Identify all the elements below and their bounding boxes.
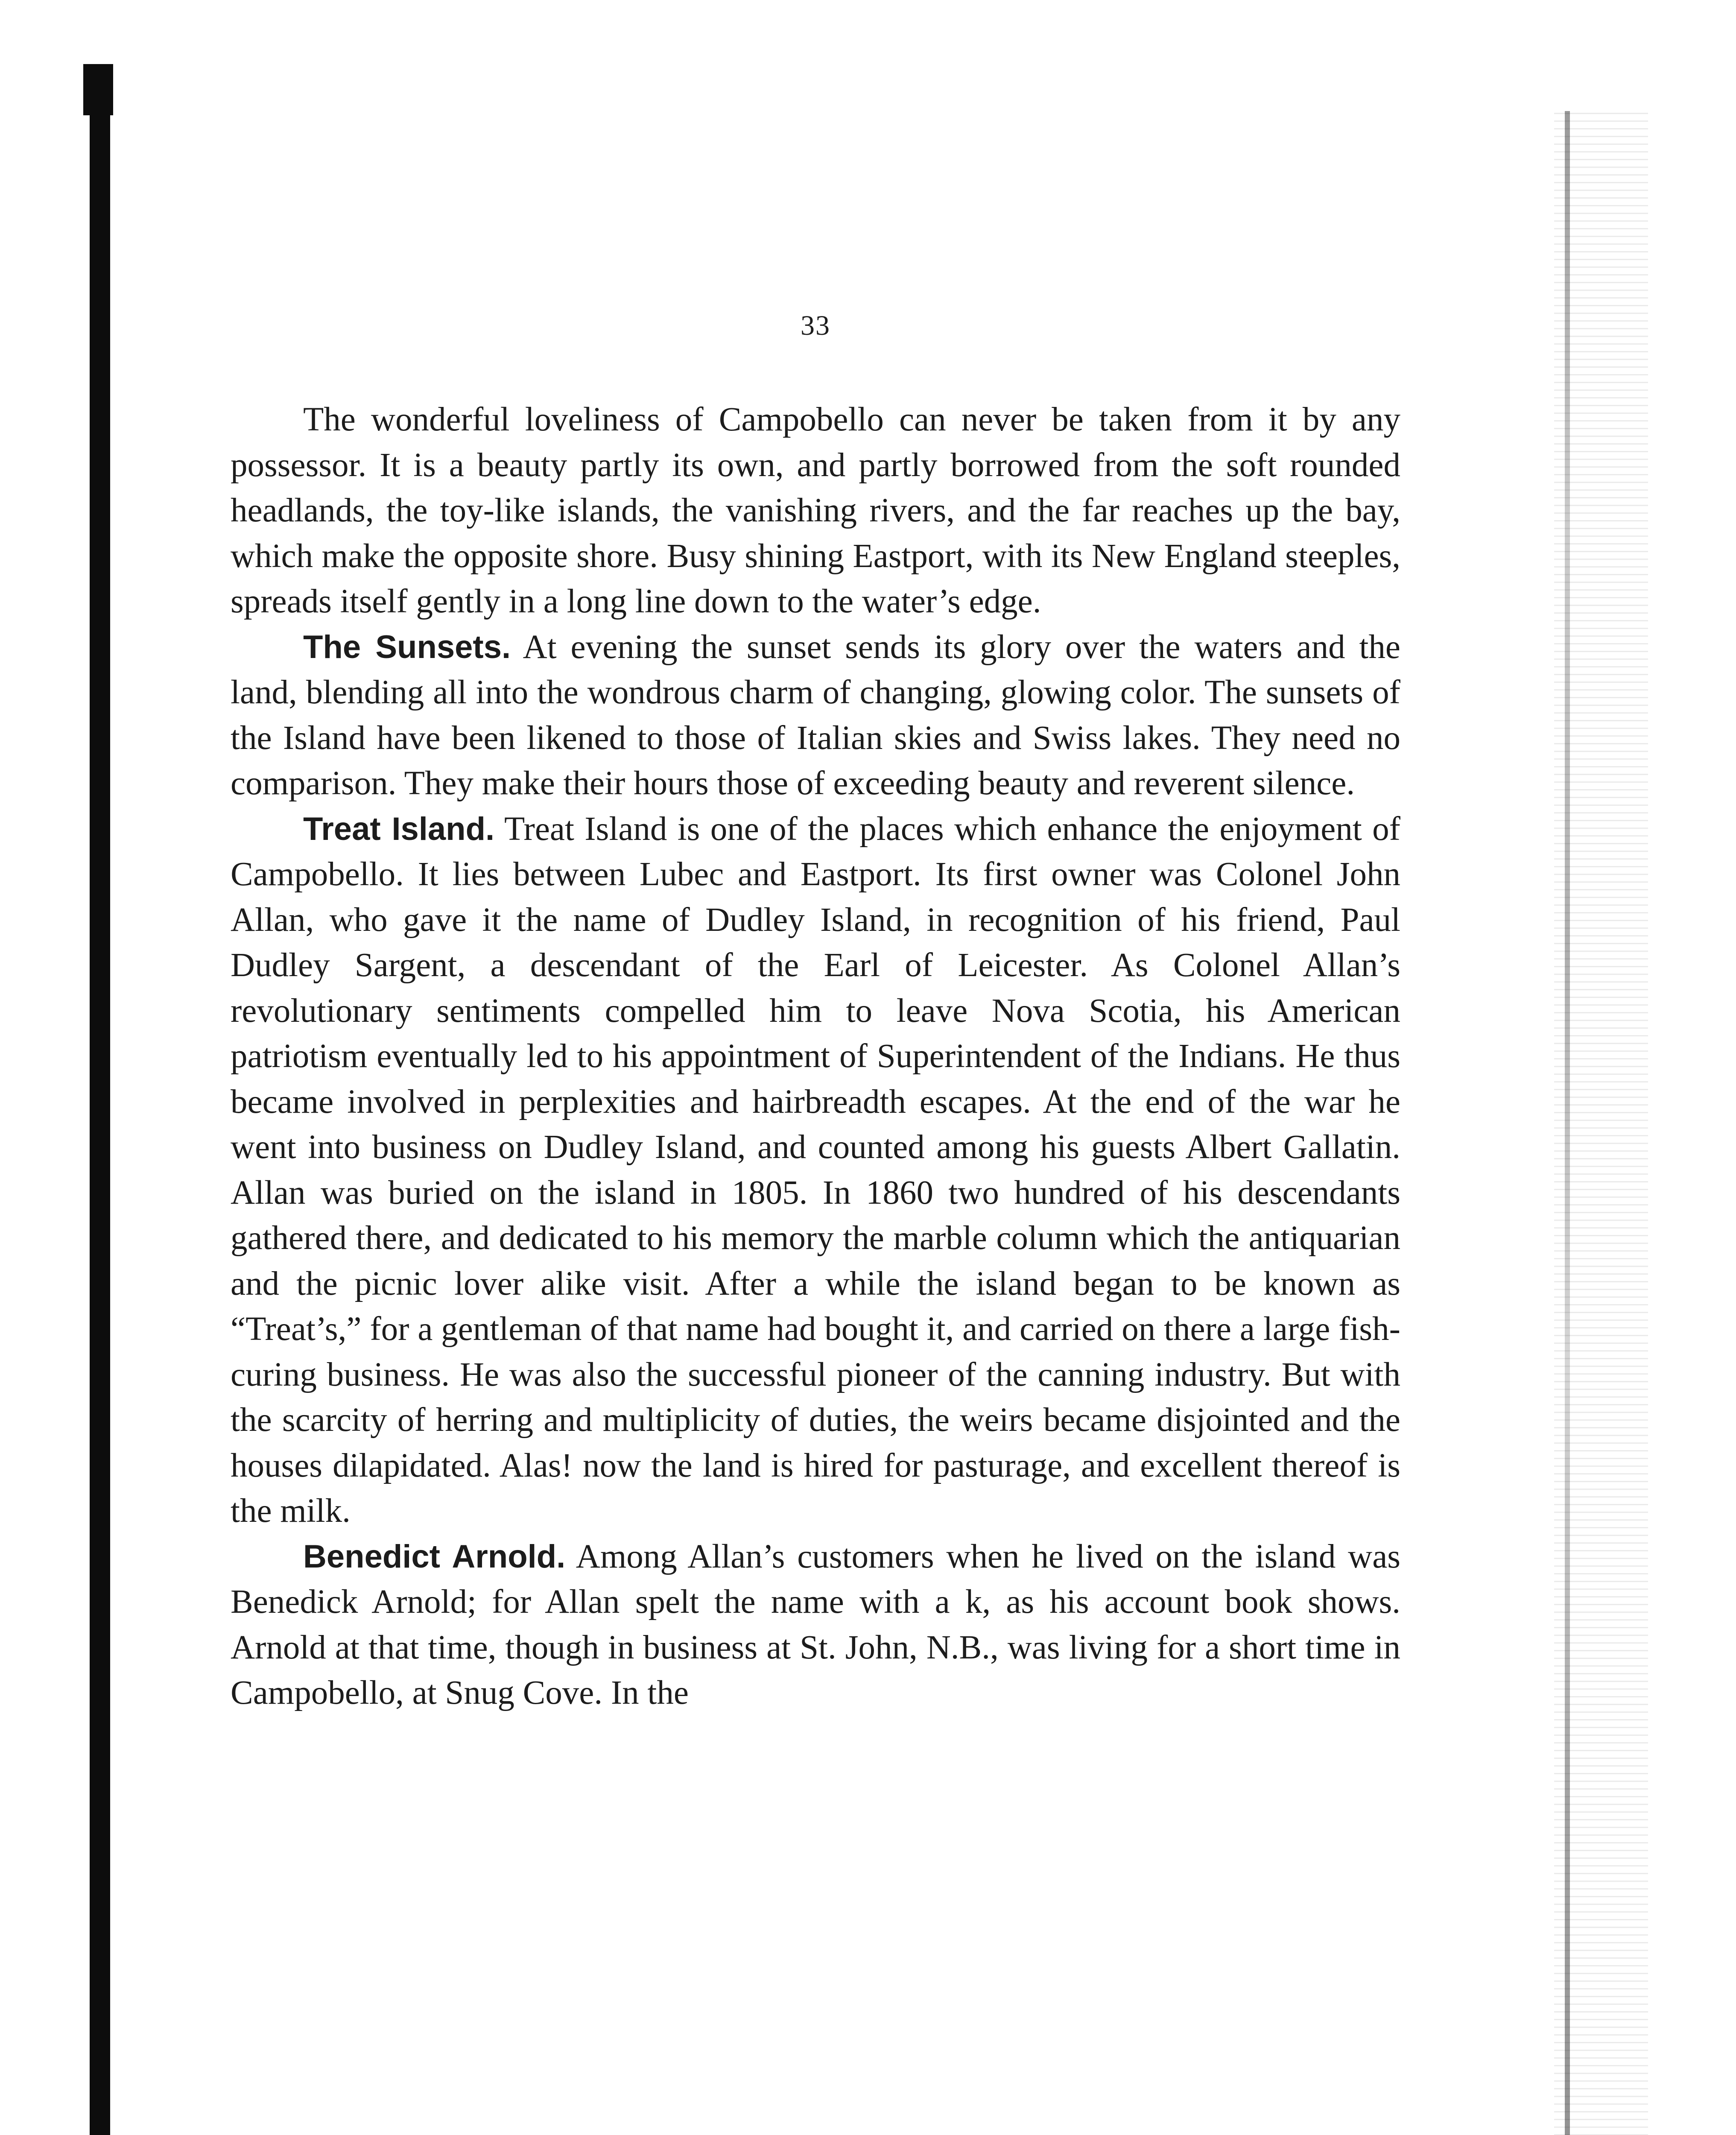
paragraph-benedict-arnold: [231, 1534, 1400, 1716]
paragraph-campobello: [231, 397, 1400, 625]
paragraph-text: The wonderful loveliness of Campobello can never be taken from it by any possessor. It is a beauty partly its own, and partly borrowed from the soft rounded headlands, the toy-like islands, the vanishing rivers, and the far reaches up the bay, which make the opposite shore. Busy shining Eastport, with its New England steeples, spreads itself gently in a long line down to the water’s edge.: [231, 401, 1400, 620]
paragraph-text: Among Allan’s customers when he lived on the island was Benedick Arnold; for Allan spelt the name with a k, as his account book shows. Arnold at that time, though in business at St. John, N.B., was living for a short time in Campobello, at Snug Cove. In the: [231, 1538, 1401, 1711]
binding-shadow: [90, 64, 110, 2135]
section-heading-treat-island: Treat Island.: [303, 810, 495, 847]
body-text: [231, 397, 1400, 1716]
scan-noise-right: [1554, 107, 1648, 2135]
page-number: 33: [801, 310, 830, 341]
paragraph-treat-island: [231, 807, 1400, 1534]
paragraph-sunsets: [231, 625, 1400, 807]
section-heading-sunsets: The Sunsets.: [303, 629, 511, 665]
section-heading-benedict-arnold: Benedict Arnold.: [303, 1538, 566, 1575]
paragraph-text: Treat Island is one of the places which enhance the enjoyment of Campobello. It lies between Lubec and Eastport. Its first owner was Colonel John Allan, who gave it the name of Dudley Island, in recognition of his friend, Paul Dudley Sargent, a descendant of the Earl of Leicester. As Colonel Allan’s revolutionary sentiments compelled him to leave Nova Scotia, his American patriotism eventually led to his appointment of Superintendent of the Indians. He thus became involved in perplexities and hairbreadth escapes. At the end of the war he went into business on Dudley Island, and counted among his guests Albert Gallatin. Allan was buried on the island in 1805. In 1860 two hundred of his descendants gathered there, and dedicated to his memory the marble column which the antiquarian and the picnic lover alike visit. After a while the island began to be known as “Treat’s,” for a gentleman of that name had bought it, and carried on there a large fish-curing business. He was also the successful pioneer of the canning industry. But with the scarcity of herring and multiplicity of duties, the weirs became disjointed and the houses dilapidated. Alas! now the land is hired for pasturage, and excellent thereof is the milk.: [231, 810, 1400, 1530]
paragraph-text: At evening the sunset sends its glory over the waters and the land, blending all into the wondrous charm of changing, glowing color. The sunsets of the Island have been likened to those of Italian skies and Swiss lakes. They need no comparison. They make their hours those of exceeding beauty and reverent silence.: [231, 628, 1400, 802]
